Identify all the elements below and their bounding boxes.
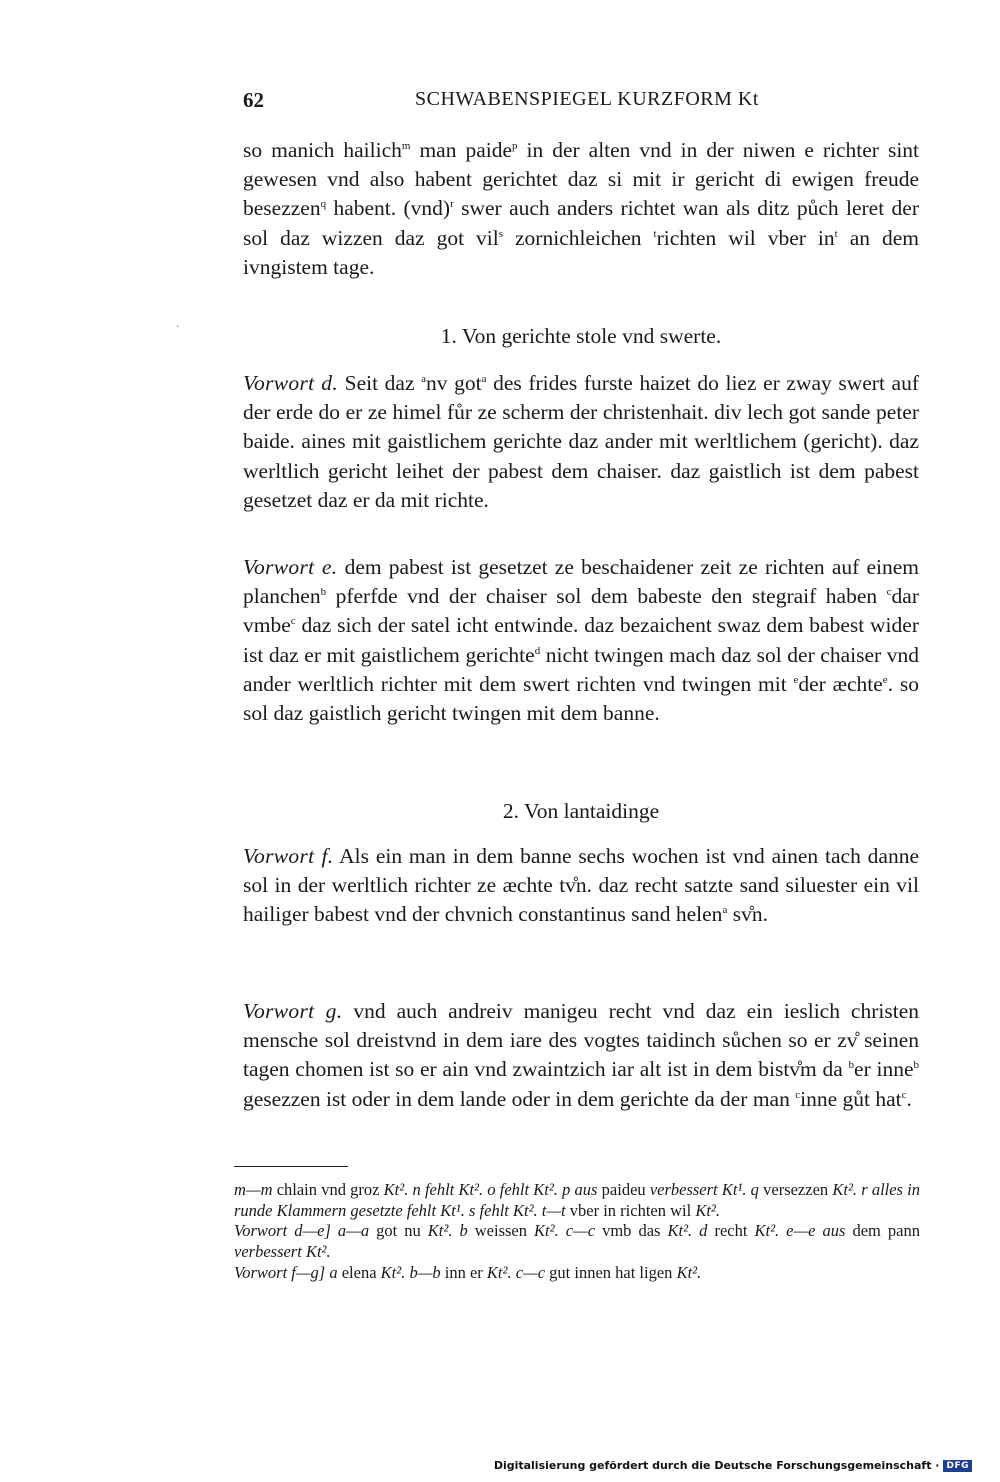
page-number: 62	[243, 88, 264, 112]
note-text: got nu	[369, 1221, 428, 1241]
note-siglum: Kt².	[695, 1200, 720, 1220]
footnote-mark: b	[320, 586, 327, 599]
text: .	[906, 1086, 912, 1111]
footnote-mark: b	[848, 1059, 855, 1072]
section-heading-1: 1. Von gerichte stole vnd swerte.	[440, 324, 722, 348]
footnote-mark: b	[913, 1059, 920, 1072]
note-text: paideu	[597, 1180, 650, 1199]
footnote-mark: e	[882, 673, 888, 686]
note-text: elena	[337, 1262, 381, 1282]
note-siglum: Kt². b	[427, 1221, 468, 1241]
footnotes	[234, 1180, 920, 1284]
vorwort-d-paragraph	[243, 369, 919, 515]
intro-paragraph	[243, 136, 919, 282]
note-text: recht	[707, 1221, 755, 1241]
footnote-mark: c	[901, 1088, 907, 1101]
text: pferfde vnd der chaiser sol dem babeste den stegraif haben	[326, 584, 887, 609]
vorwort-f-paragraph	[243, 842, 919, 930]
note-text: inn er	[440, 1262, 487, 1282]
footnote-mark: d	[534, 644, 541, 657]
text: an dem ivngistem tage.	[243, 225, 920, 279]
text: man paide	[410, 138, 513, 162]
footnote-mark: a	[722, 904, 728, 917]
paragraph-label: Vorwort f.	[243, 844, 334, 868]
note-siglum: m—m	[234, 1180, 273, 1199]
paragraph-label: Vorwort g.	[243, 999, 343, 1023]
note-siglum: Kt². n fehlt Kt². o fehlt Kt². p aus	[383, 1180, 598, 1199]
footnote-mark: c	[886, 586, 892, 599]
note-siglum: Vorwort d—e] a—a	[234, 1221, 370, 1241]
note-siglum: Vorwort f—g] a	[234, 1262, 338, 1282]
text: des frides furste haizet do liez er zway swert auf der erde do er ze himel fůr ze scherm der christenhait. div lech got sande peter baide. aines mit gaistlichem gerichte daz ander mit werltlichem (gericht). daz werltlich gericht leihet der pabest dem chaiser. daz gaistlich ist dem pabest gesetzet daz er da mit richte.	[243, 371, 919, 512]
footnote-divider	[234, 1166, 348, 1167]
text: nicht twingen mach daz sol der chaiser vnd ander werltlich richter mit dem swert richten vnd twingen mit	[243, 642, 919, 696]
text: in der alten vnd in der niwen e richter sint gewesen vnd also habent gerichtet daz si mit ir gericht di ewigen freude besezzen	[243, 138, 920, 221]
paragraph-label: Vorwort d.	[243, 371, 339, 395]
note-text: weissen	[467, 1221, 535, 1241]
note-siglum: Kt².	[676, 1262, 702, 1282]
footnote-line-2	[234, 1221, 920, 1262]
note-siglum: Kt². b—b	[380, 1262, 441, 1282]
note-siglum: verbessert Kt¹. q	[649, 1180, 759, 1199]
footnote-mark: t	[653, 227, 657, 240]
scan-speck: ·	[176, 322, 180, 333]
text: nv got	[426, 371, 482, 395]
note-siglum: Kt². e—e aus	[754, 1221, 846, 1241]
vorwort-g-paragraph	[243, 997, 919, 1114]
footnote-mark: r	[450, 198, 454, 211]
note-text: gut innen hat ligen	[545, 1262, 677, 1282]
note-siglum: Kt². d	[667, 1221, 708, 1241]
page-header	[243, 88, 919, 118]
text: habent. (vnd)	[326, 196, 451, 221]
text: richten wil vber in	[656, 225, 835, 250]
note-siglum: Kt². c—c	[534, 1221, 596, 1241]
text: Als ein man in dem banne sechs wochen ist vnd ainen tach danne sol in der werltlich richter ze æchte tv̊n. daz recht satzte sand siluester ein vil hailiger babest vnd der chvnich constantinus sand helen	[243, 844, 919, 927]
text: der æchte	[798, 671, 883, 696]
text: inne gůt hat	[800, 1086, 902, 1111]
text: er inne	[854, 1057, 914, 1082]
note-text: dem pann	[845, 1221, 920, 1241]
footnote-mark: q	[320, 198, 327, 211]
footnote-mark: a	[421, 373, 427, 385]
text: sv̊n.	[727, 902, 768, 927]
note-text: chlain vnd groz	[272, 1180, 384, 1199]
text: daz sich der satel icht entwinde. daz bezaichent swaz dem babest wider ist daz er mit gaistlichem gerichte	[243, 613, 919, 667]
text: dem pabest ist gesetzet ze beschaidener zeit ze richten auf einem planchen	[243, 555, 919, 609]
footnote-mark: m	[401, 140, 411, 152]
footnote-mark: t	[834, 227, 838, 240]
text: . so sol daz gaistlich gericht twingen mit dem banne.	[243, 671, 919, 726]
footnote-line-1	[234, 1180, 920, 1221]
digitization-credit	[494, 1459, 972, 1472]
footnote-line-3	[234, 1263, 920, 1284]
note-text: vmb das	[595, 1221, 668, 1241]
note-text: vber in richten wil	[565, 1200, 696, 1220]
note-siglum: Kt². c—c	[486, 1262, 546, 1282]
paragraph-label: Vorwort e.	[243, 555, 338, 579]
note-siglum: Kt². r alles in runde Klammern gesetzte fehlt Kt¹. s fehlt Kt². t—t	[234, 1180, 920, 1220]
text: Seit daz	[338, 371, 422, 395]
text: gesezzen ist oder in dem lande oder in dem gerichte da der man	[243, 1086, 796, 1111]
note-text: versezzen	[758, 1180, 833, 1199]
running-head: SCHWABENSPIEGEL KURZFORM Kt	[415, 88, 759, 110]
note-siglum: verbessert Kt².	[234, 1242, 331, 1262]
text: so manich hailich	[243, 138, 402, 162]
text: vnd auch andreiv manigeu recht vnd daz ein ieslich christen mensche sol dreistvnd in dem iare des vogtes taidinch sůchen so er zv̊ seinen tagen chomen ist so er ain vnd zwaintzich iar alt ist in dem bistv̊m da	[243, 999, 919, 1082]
footnote-mark: s	[498, 227, 504, 240]
footnote-mark: e	[793, 673, 799, 686]
footnote-mark: c	[290, 615, 296, 628]
text: swer auch anders richtet wan als ditz půch leret der sol daz wizzen daz got vil	[243, 196, 919, 250]
footnote-mark: c	[795, 1088, 801, 1101]
text: dar vmbe	[243, 584, 919, 638]
text: zornichleichen	[503, 225, 654, 250]
vorwort-e-paragraph	[243, 553, 919, 728]
section-heading-2: 2. Von lantaidinge	[502, 799, 660, 823]
credit-text: Digitalisierung gefördert durch die Deutsche Forschungsgemeinschaft ·	[493, 1459, 940, 1472]
footnote-mark: a	[481, 373, 487, 385]
footnote-mark: p	[512, 140, 518, 152]
dfg-logo-icon: DFG	[943, 1460, 972, 1472]
